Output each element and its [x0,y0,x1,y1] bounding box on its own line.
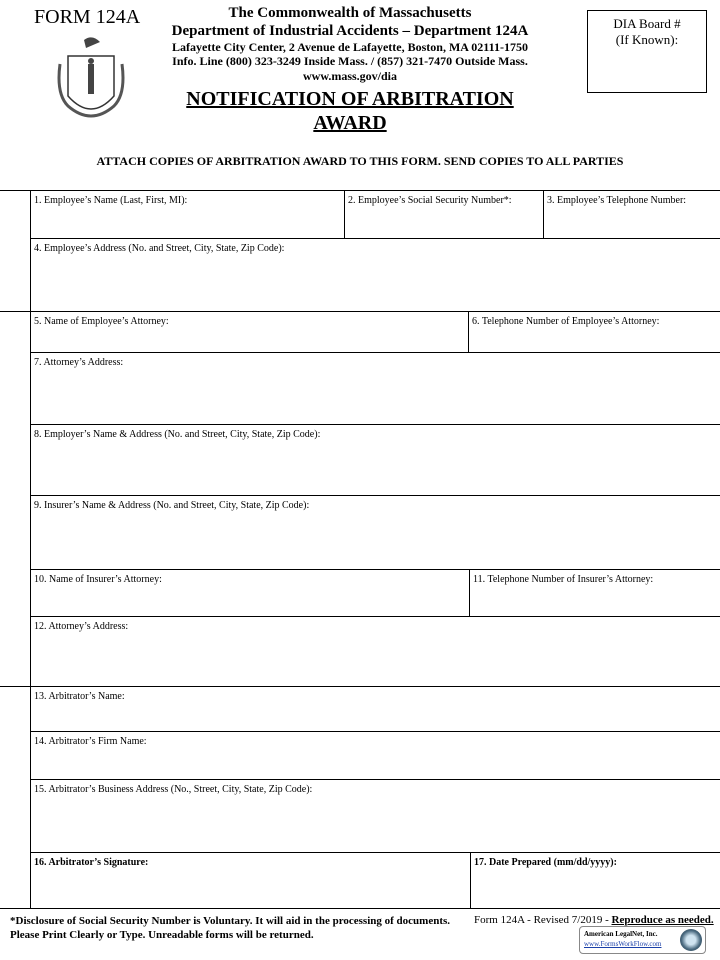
section-divider [0,686,720,687]
ssn-disclosure-note: *Disclosure of Social Security Number is Voluntary. It will aid in the processing of documents. [10,915,451,927]
field-employer-name-address[interactable]: 8. Employer’s Name & Address (No. and Street, City, State, Zip Code): [30,424,720,495]
board-box-label2: (If Known): [615,32,679,47]
board-box-label1: DIA Board # [613,16,681,31]
field-insurer-name-address[interactable]: 9. Insurer’s Name & Address (No. and Street, City, State, Zip Code): [30,495,720,569]
field-arbitrator-name[interactable]: 13. Arbitrator’s Name: [30,686,720,731]
field-arbitrator-firm[interactable]: 14. Arbitrator’s Firm Name: [30,731,720,779]
reproduce-text: Reproduce as needed. [611,914,714,926]
dia-board-number-box[interactable] [587,10,707,93]
section-divider [0,311,720,312]
field-insurer-attorney-name[interactable]: 10. Name of Insurer’s Attorney: [30,569,470,616]
logo-url[interactable]: www.FormsWorkFlow.com [584,939,662,948]
agency-address: Lafayette City Center, 2 Avenue de Lafayette, Boston, MA 02111-1750 [172,40,528,54]
form-number: FORM 124A [34,6,141,28]
globe-icon [680,929,702,951]
field-insurer-attorney-address[interactable]: 12. Attorney’s Address: [30,616,720,686]
field-arbitrator-business-address[interactable]: 15. Arbitrator’s Business Address (No., Street, City, State, Zip Code): [30,779,720,852]
agency-line2: Department of Industrial Accidents – Department 124A [171,23,529,39]
agency-phone: Info. Line (800) 323-3249 Inside Mass. / (857) 321-7470 Outside Mass. [172,54,528,69]
field-insurer-attorney-telephone[interactable]: 11. Telephone Number of Insurer’s Attorney: [469,569,720,616]
agency-line1: The Commonwealth of Massachusetts [228,5,472,21]
field-date-prepared[interactable]: 17. Date Prepared (mm/dd/yyyy): [470,852,720,908]
massachusetts-seal-icon [56,34,126,124]
form-title-line1: NOTIFICATION OF ARBITRATION [186,88,514,111]
american-legalnet-logo[interactable] [579,926,706,954]
print-clearly-note: Please Print Clearly or Type. Unreadable forms will be returned. [10,929,314,942]
field-employee-attorney-telephone[interactable]: 6. Telephone Number of Employee’s Attorney: [468,311,720,352]
agency-website: www.mass.gov/dia [302,68,397,83]
field-employee-attorney-address[interactable]: 7. Attorney’s Address: [30,352,720,424]
revision-note [474,914,714,926]
field-employee-ssn[interactable]: 2. Employee’s Social Security Number*: [344,190,544,238]
field-employee-attorney-name[interactable]: 5. Name of Employee’s Attorney: [30,311,469,352]
instruction-text: ATTACH COPIES OF ARBITRATION AWARD TO THIS FORM. SEND COPIES TO ALL PARTIES [96,154,624,168]
field-employee-telephone[interactable]: 3. Employee’s Telephone Number: [543,190,720,238]
logo-company: American LegalNet, Inc. [584,930,658,938]
form-title-line2: AWARD [313,112,387,135]
field-employee-address[interactable]: 4. Employee’s Address (No. and Street, City, State, Zip Code): [30,238,720,311]
revision-text: Form 124A - Revised 7/2019 - [474,914,612,926]
field-arbitrator-signature[interactable]: 16. Arbitrator’s Signature: [30,852,471,908]
field-employee-name[interactable]: 1. Employee’s Name (Last, First, MI): [30,190,345,238]
